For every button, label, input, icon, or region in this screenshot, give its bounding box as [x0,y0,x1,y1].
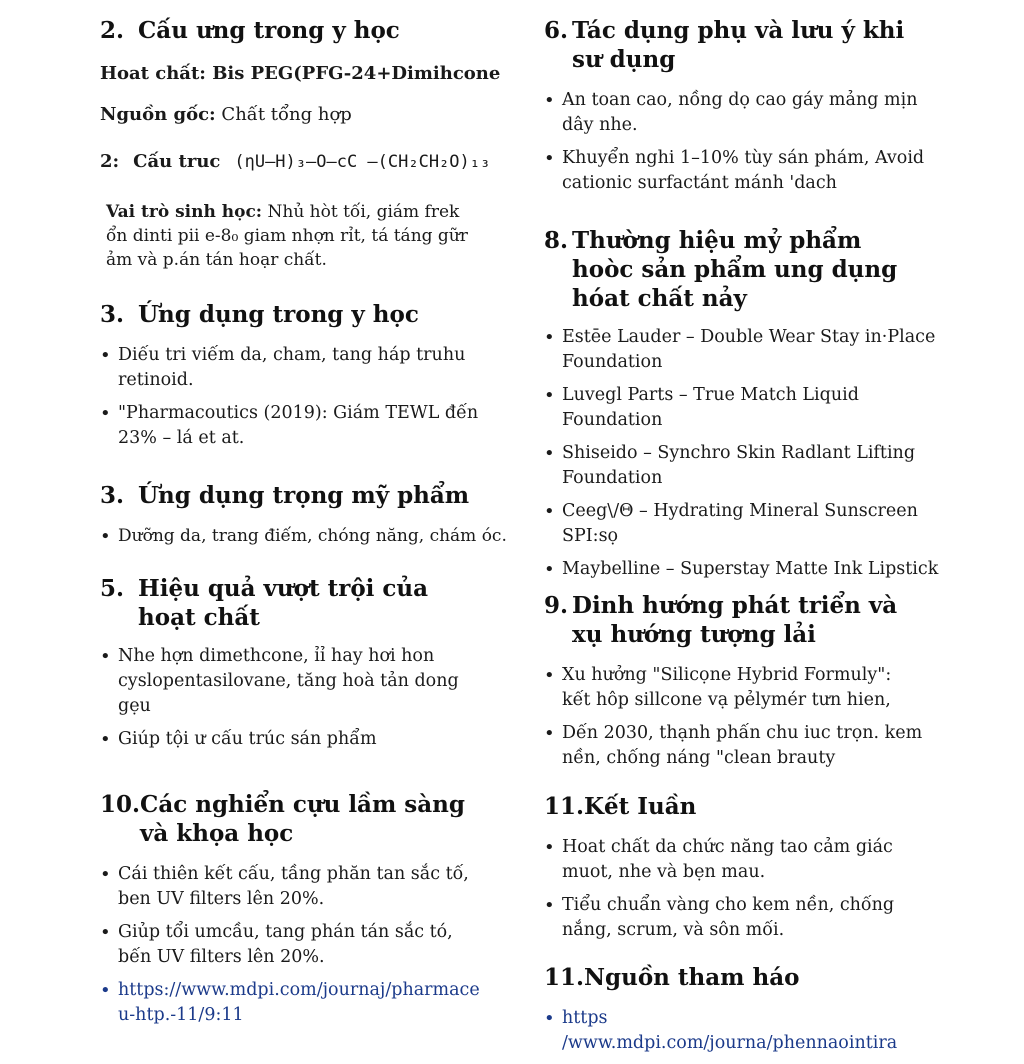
section-heading [100,481,520,510]
section-8-brands [544,226,954,590]
section-title: Dinh hướng phát triển và xụ hướng tượng lải [572,592,898,648]
section-heading [100,574,490,632]
section-title: Thường hiệu mỷ phẩm hoòc sản phẩm ung dụng hóat chất nảy [572,227,898,312]
list-item: • Luvegl Parts – True Match Liquid Foundation [544,383,944,433]
section-title: Các nghiển cựu lầm sàng và khọa học [140,791,465,847]
section-title: Ứng dụng trọng mỹ phẩm [138,482,470,509]
structure-line [100,150,520,174]
list-item: • Cái thiên kết cấu, tầng phăn tan sắc tố, ben UV filters lên 20%. [100,862,480,912]
section-heading [544,226,924,313]
bullet-list [100,862,480,1028]
section-number: 10. [100,791,141,818]
section-number: 5. [100,575,125,602]
section-number: 9. [544,592,569,619]
section-heading [100,16,520,45]
list-item: • Dến 2030, thạnh phấn chu iuc trọn. kem nền, chống náng "clean brauty [544,721,924,771]
section-title: Hiệu quả vượt trội của hoạt chất [138,575,429,631]
active-ingredient-label: Hoat chất: Bis PEG(PFG-24+Dimihcone [100,63,501,84]
biological-role [106,200,476,272]
list-item: • Tiểu chuẩn vàng cho kem nền, chống nắng, scrum, và sôn mối. [544,893,924,943]
section-heading [544,963,954,992]
section-3-medical [100,300,520,459]
biological-role-value: Nhủ hòt tối, giám frek ổn dinti pii e-8₀ giam nhợn rỉt, tá táng gữr ảm và p.án tán hoạr chất. [106,202,468,270]
section-number: 8. [544,227,569,254]
structure-formula: (ηU–H)₃–O—cC –(CH₂CH₂O)₁₃ [234,152,491,172]
bullet-list [100,343,490,451]
section-number: 6. [544,17,569,44]
section-heading [544,591,904,649]
section-title: Nguồn tham háo [584,964,800,991]
section-title: Tác dụng phụ và lưu ý khi sư dụng [572,17,905,73]
list-item: • Dưỡng da, trang điếm, chóng năng, chám óc. [100,524,520,549]
list-item: • Khuyển nghi 1–10% tùy sán phám, Avoid cationic surfactánt mánh 'dach [544,146,939,196]
list-item: • An toan cao, nồng dọ cao gáy mảng mịn dây nhe. [544,88,939,138]
bullet-list [544,835,924,943]
section-11-references [544,963,954,1064]
section-heading [544,792,954,821]
list-item: • Giủp tổi umcầu, tang phán tán sắc tó, bến UV filters lên 20%. [100,920,480,970]
section-5-effectiveness [100,574,520,760]
list-item: • Estēe Lauder – Double Wear Stay in·Place Foundation [544,325,944,375]
section-title: Cấu ưng trong y học [138,17,400,44]
section-3-cosmetics [100,481,520,557]
section-2-structure [100,16,520,45]
section-number: 2. [100,17,125,44]
section-title: Kết Iuần [584,793,697,820]
active-ingredient-line [100,62,520,86]
bullet-list [544,88,939,196]
bullet-list [100,644,470,752]
list-item: • "Pharmacoutics (2019): Giám TEWL đến 23% – lá et at. [100,401,490,451]
section-6-side-effects [544,16,954,204]
list-item: • Giúp tội ư cấu trúc sán phẩm [100,727,470,752]
list-item: • Maybelline – Superstay Matte Ink Lipstick [544,557,944,582]
reference-link[interactable]: • https /www.mdpi.com/journa/phennaointira [544,1006,944,1056]
list-item: • Diếu tri viếm da, cham, tang háp truhu retinoid. [100,343,490,393]
biological-role-label: Vai trò sinh học: [106,202,263,222]
list-item: • Xu hưởng "Silicọne Hybrid Formuly": kết hôp sillcone vạ pẻlymér tưn hien, [544,663,924,713]
bullet-list [544,325,944,582]
list-item: • Nhe hợn dimethcone, ỉỉ hay hơi hon cyslopentasilovane, tăng hoà tản dong gẹu [100,644,470,719]
structure-number: 2: [100,151,120,172]
list-item: • Ceeg\/Θ – Hydrating Mineral Sunscreen SPI:sọ [544,499,944,549]
list-item: • Hoat chất da chức năng tao cảm giác muot, nhe và bẹn mau. [544,835,924,885]
section-heading [100,300,520,329]
section-number: 11. [544,964,585,991]
section-number: 3. [100,301,125,328]
section-title: Ứng dụng trong y học [138,301,419,328]
section-heading [544,16,914,74]
structure-label: Cấu truc [133,151,221,172]
bullet-list [100,524,520,549]
bullet-list [544,1006,944,1056]
section-11-conclusion [544,792,954,951]
section-number: 3. [100,482,125,509]
section-10-research [100,790,520,1036]
section-number: 11. [544,793,585,820]
origin-label: Nguồn gốc: [100,104,216,125]
list-item: • Shiseido – Synchro Skin Radlant Lifting Foundation [544,441,944,491]
origin-line [100,103,520,127]
section-heading [100,790,500,848]
reference-link[interactable]: • https://www.mdpi.com/journaj/pharmaceu-htp.-11/9:11 [100,978,480,1028]
section-9-trends [544,591,954,779]
origin-value: Chất tổng hợp [221,104,352,125]
bullet-list [544,663,924,771]
